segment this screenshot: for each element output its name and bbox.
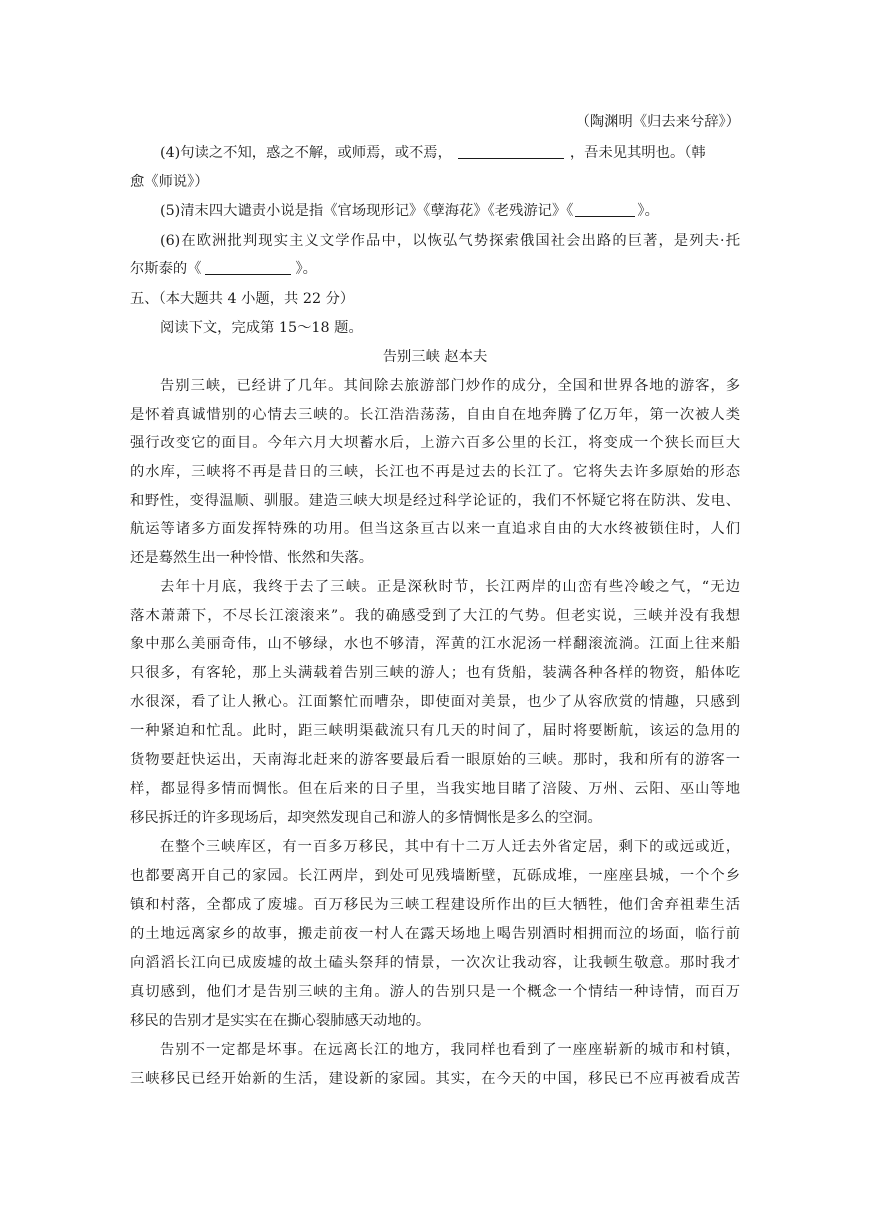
- paragraph-line: 只很多，有客轮，那上头满载着告别三峡的游人；也有货船，装满各种各样的物资，船体吃: [130, 665, 740, 681]
- paragraph-line: 和野性，变得温顺、驯服。建造三峡大坝是经过科学论证的，我们不怀疑它将在防洪、发电、: [130, 493, 740, 509]
- section-heading: 五、（本大题共 4 小题，共 22 分）: [130, 291, 355, 307]
- paragraph-line: 的土地远离家乡的故事，搬走前夜一村人在露天场地上喝告别酒时相拥而泣的场面，临行前: [130, 926, 740, 942]
- paragraph-line: 还是蓦然生出一种怜惜、怅然和失落。: [130, 550, 374, 566]
- q6-before: 尔斯泰的《: [130, 261, 202, 277]
- reading-instruction: 阅读下文，完成第 15～18 题。: [160, 320, 363, 336]
- paragraph-line: 镇和村落，全都成了废墟。百万移民为三峡工程建设所作出的巨大牺牲，他们舍弃祖辈生活: [130, 897, 740, 913]
- q4-before: (4)句读之不知，惑之不解，或师焉，或不焉，: [160, 145, 452, 161]
- paragraph-line: 象中那么美丽奇伟，山不够绿，水也不够清，浑黄的江水泥汤一样翻滚流淌。江面上往来船: [130, 636, 740, 652]
- question-5: [160, 201, 740, 221]
- q5-before: (5)清末四大谴责小说是指《官场现形记》《孽海花》《老残游记》《: [160, 203, 574, 219]
- paragraph-line: 是怀着真诚惜别的心情去三峡的。长江浩浩荡荡，自由自在地奔腾了亿万年，第一次被人类: [130, 407, 740, 423]
- paragraph-line: 向滔滔长江向已成废墟的故土磕头祭拜的情景，一次次让我动容，让我顿生敬意。那时我才: [130, 955, 740, 971]
- paragraph-line: 三峡移民已经开始新的生活，建设新的家园。其实，在今天的中国，移民已不应再被看成苦: [130, 1071, 740, 1087]
- question-4-cont: 愈《师说》）: [130, 174, 209, 190]
- question-6-cont: [130, 259, 740, 279]
- paragraph-line: 也都要离开自己的家园。长江两岸，到处可见残墙断壁，瓦砾成堆，一座座县城，一个个乡: [130, 868, 740, 884]
- paragraph-line: 航运等诸多方面发挥特殊的功用。但当这条亘古以来一直追求自由的大水终被锁住时，人们: [130, 521, 740, 537]
- q6-answer-blank[interactable]: [205, 259, 291, 275]
- paragraph-line: 的水库，三峡将不再是昔日的三峡，长江也不再是过去的长江了。它将失去许多原始的形态: [130, 464, 740, 480]
- paragraph-line: 在整个三峡库区，有一百多万移民，其中有十二万人迁去外省定居，剩下的或远或近，: [160, 839, 740, 855]
- article-title: 告别三峡 赵本夫: [382, 349, 488, 365]
- question-6: (6)在欧洲批判现实主义文学作品中，以恢弘气势探索俄国社会出路的巨著，是列夫·托: [160, 233, 740, 249]
- paragraph-line: 落木萧萧下，不尽长江滚滚来”。我的确感受到了大江的气势。但老实说，三峡并没有我想: [130, 608, 740, 624]
- q4-after: ，吾未见其明也。（韩: [569, 145, 706, 161]
- q4-answer-blank[interactable]: [458, 143, 564, 159]
- question-4: [160, 143, 740, 163]
- paragraph-line: 货物要赶快运出，天南海北赶来的游客要最后看一眼原始的三峡。那时，我和所有的游客一: [130, 752, 740, 768]
- paragraph-line: 去年十月底，我终于去了三峡。正是深秋时节，长江两岸的山峦有些冷峻之气，“无边: [160, 579, 740, 595]
- paragraph-line: 真切感到，他们才是告别三峡的主角。游人的告别只是一个概念一个情结一种诗情，而百万: [130, 984, 740, 1000]
- source-attribution: （陶渊明《归去来兮辞》）: [575, 114, 740, 130]
- paragraph-line: 强行改变它的面目。今年六月大坝蓄水后，上游六百多公里的长江，将变成一个狭长而巨大: [130, 435, 740, 451]
- paragraph-line: 水很深，看了让人揪心。江面繁忙而嘈杂，即使面对美景，也少了从容欣赏的情趣，只感到: [130, 694, 740, 710]
- paragraph-line: 一种紧迫和忙乱。此时，距三峡明渠截流只有几天的时间了，届时将要断航，该运的急用的: [130, 723, 740, 739]
- q5-after: 》。: [637, 203, 659, 219]
- paragraph-line: 移民拆迁的许多现场后，却突然发现自己和游人的多情惆怅是多么的空洞。: [130, 810, 602, 826]
- paragraph-line: 移民的告别才是实实在在撕心裂肺感天动地的。: [130, 1013, 431, 1029]
- paragraph-line: 样，都显得多情而惆怅。但在后来的日子里，当我实地目睹了涪陵、万州、云阳、巫山等地: [130, 781, 740, 797]
- q5-answer-blank[interactable]: [575, 201, 635, 217]
- paragraph-line: 告别不一定都是坏事。在远离长江的地方，我同样也看到了一座座崭新的城市和村镇，: [160, 1042, 740, 1058]
- q6-after: 》。: [295, 261, 317, 277]
- paragraph-line: 告别三峡，已经讲了几年。其间除去旅游部门炒作的成分，全国和世界各地的游客，多: [160, 378, 740, 394]
